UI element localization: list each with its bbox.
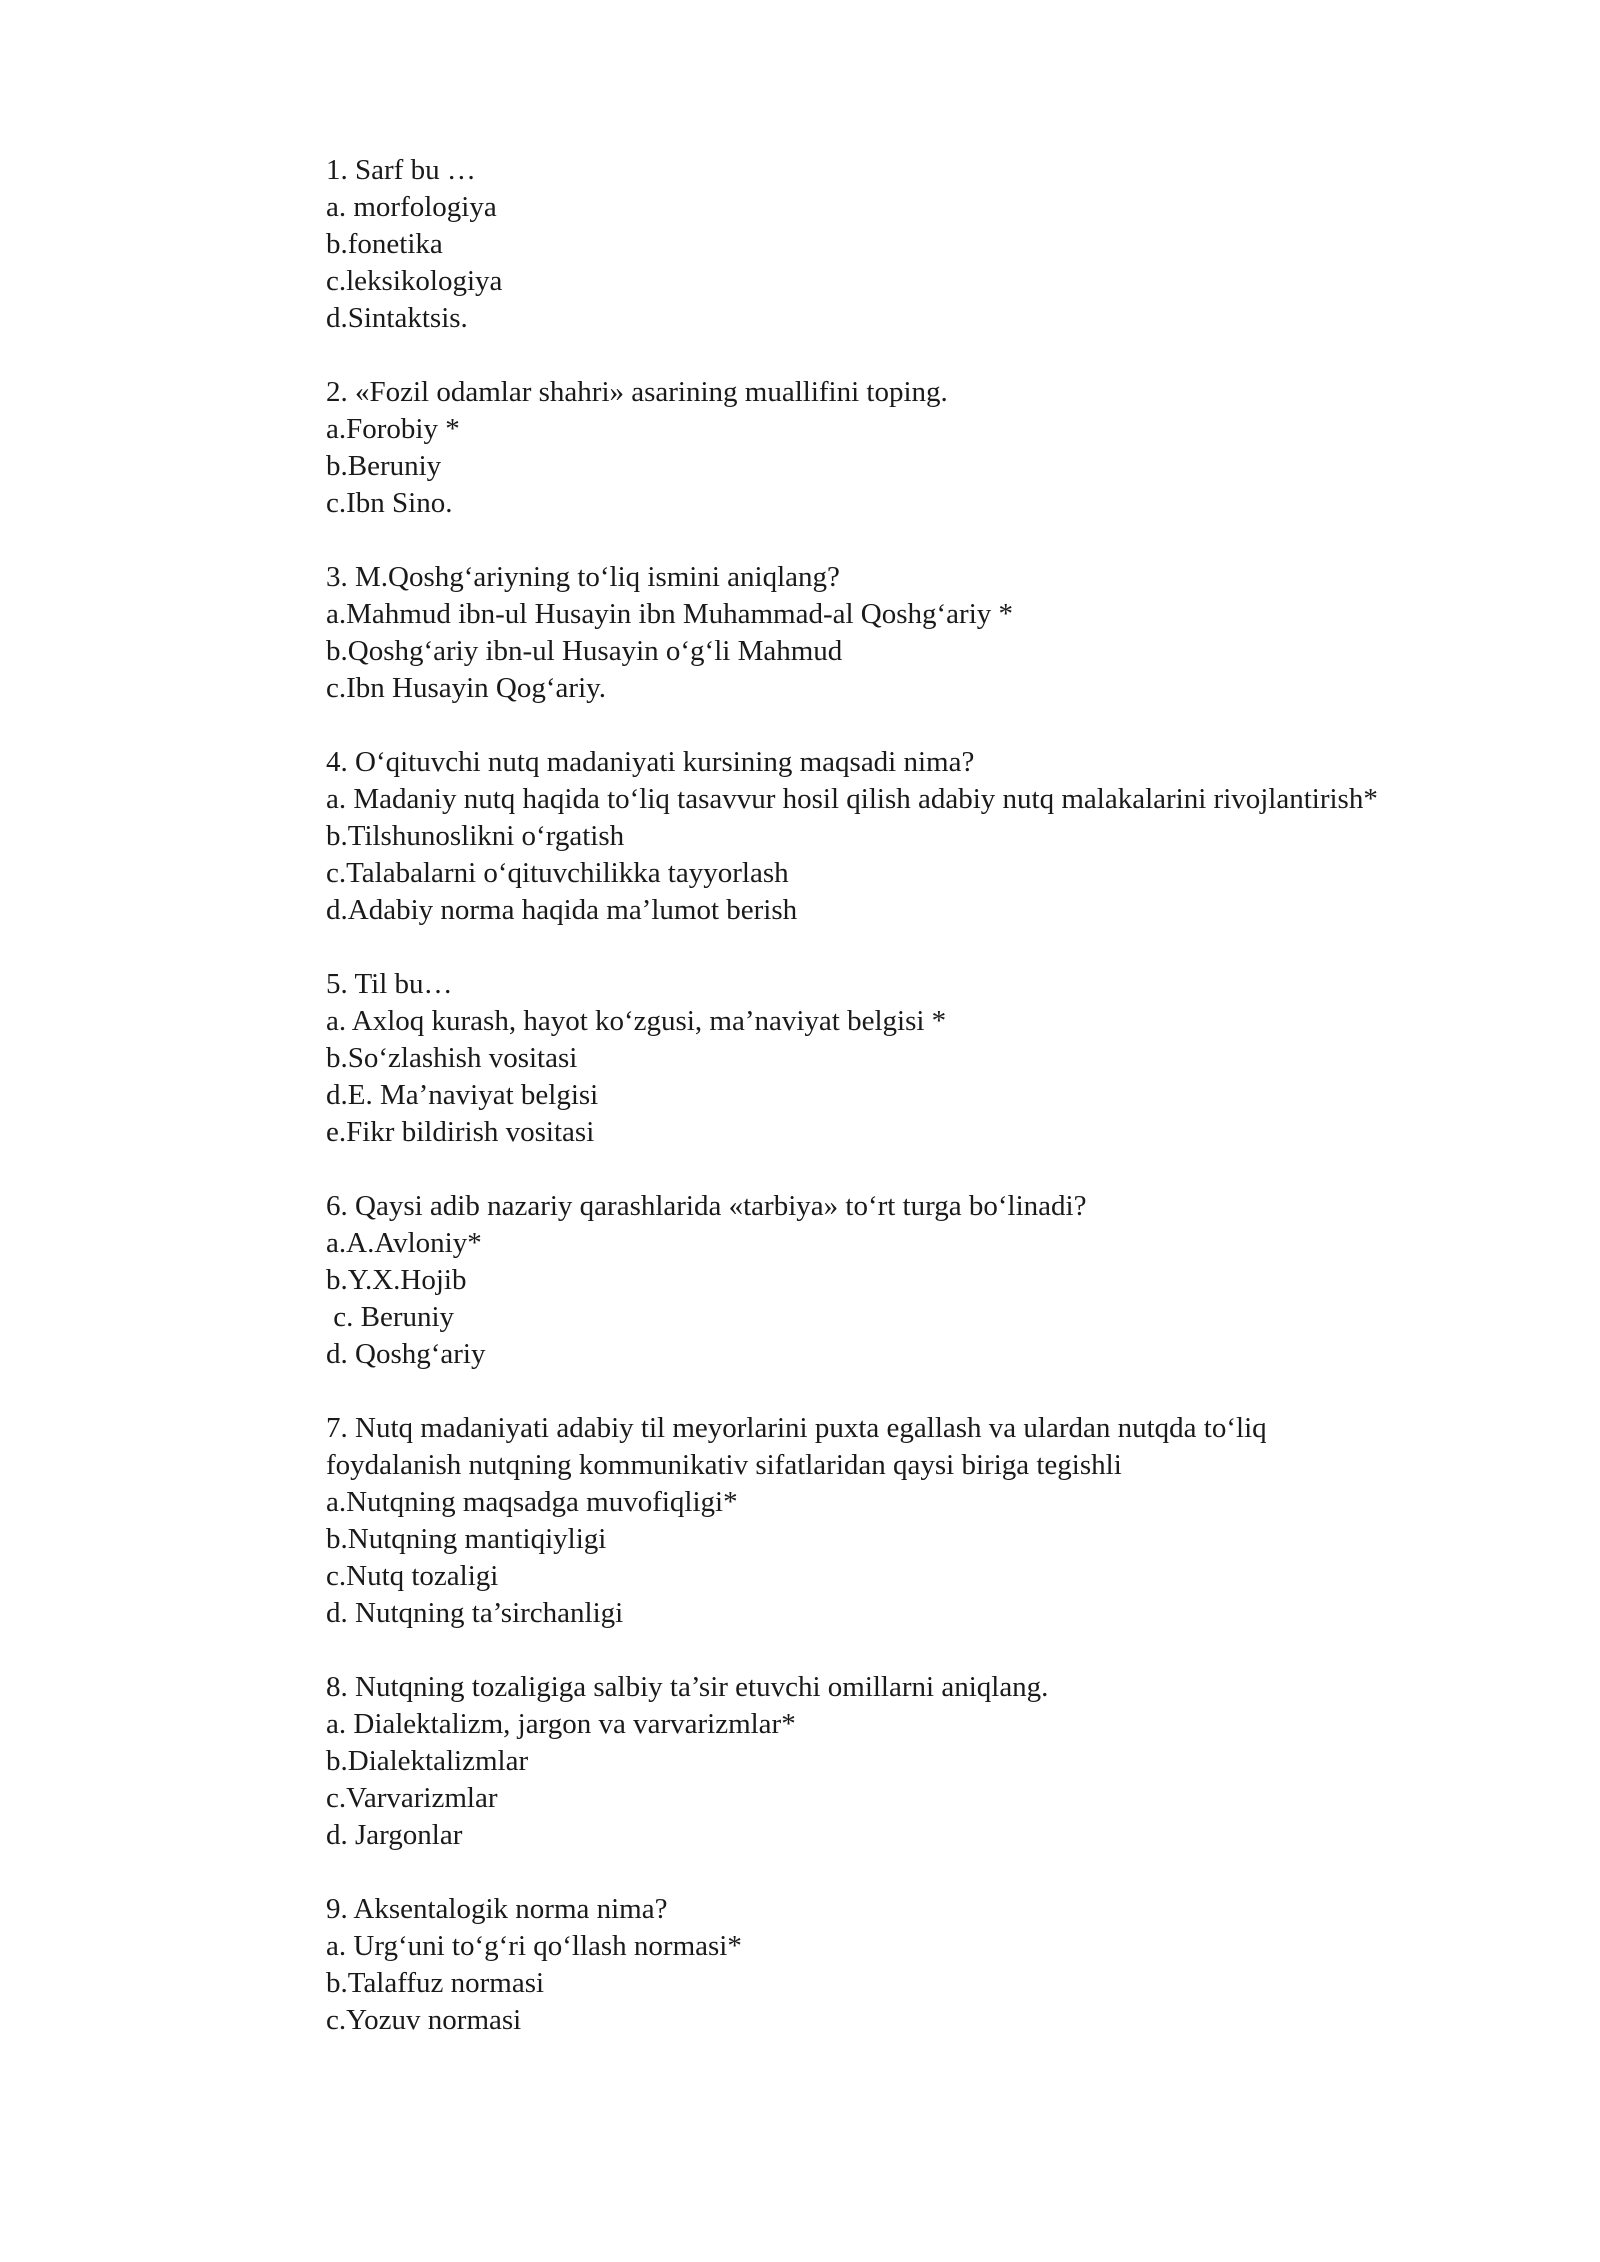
answer-option: a.Mahmud ibn-ul Husayin ibn Muhammad-al Qoshg‘ariy * bbox=[326, 598, 1014, 630]
question-text: 4. O‘qituvchi nutq madaniyati kursining maqsadi nima? bbox=[326, 746, 975, 778]
answer-option: c.Nutq tozaligi bbox=[326, 1560, 499, 1592]
answer-option: a.Nutqning maqsadga muvofiqligi* bbox=[326, 1486, 738, 1518]
answer-option: d. Nutqning ta’sirchanligi bbox=[326, 1597, 624, 1629]
answer-option: b.Beruniy bbox=[326, 450, 442, 482]
question-text: 7. Nutq madaniyati adabiy til meyorlarini puxta egallash va ulardan nutqda to‘liq foydalanish nutqning kommunikativ sifatlaridan qaysi biriga tegishli bbox=[326, 1412, 1274, 1481]
answer-option: a. Axloq kurash, hayot ko‘zgusi, ma’naviyat belgisi * bbox=[326, 1005, 947, 1037]
question-7 bbox=[326, 1410, 1406, 1632]
question-2 bbox=[326, 374, 1406, 522]
answer-option: d. Jargonlar bbox=[326, 1819, 463, 1851]
answer-option: d.E. Ma’naviyat belgisi bbox=[326, 1079, 599, 1111]
quiz-content bbox=[326, 152, 1406, 2076]
question-1 bbox=[326, 152, 1406, 337]
answer-option: a.Forobiy * bbox=[326, 413, 460, 445]
answer-option: b.Y.X.Hojib bbox=[326, 1264, 467, 1296]
question-text: 5. Til bu… bbox=[326, 968, 453, 1000]
answer-option: a. Madaniy nutq haqida to‘liq tasavvur hosil qilish adabiy nutq malakalarini rivojlantirish* bbox=[326, 783, 1378, 815]
question-4 bbox=[326, 744, 1406, 929]
answer-option: c. Beruniy bbox=[326, 1301, 455, 1333]
answer-option: d.Adabiy norma haqida ma’lumot berish bbox=[326, 894, 798, 926]
question-6 bbox=[326, 1188, 1406, 1373]
question-text: 9. Aksentalogik norma nima? bbox=[326, 1893, 668, 1925]
question-text: 8. Nutqning tozaligiga salbiy ta’sir etuvchi omillarni aniqlang. bbox=[326, 1671, 1049, 1703]
answer-option: b.Tilshunoslikni o‘rgatish bbox=[326, 820, 625, 852]
question-text: 3. M.Qoshg‘ariyning to‘liq ismini aniqlang? bbox=[326, 561, 840, 593]
question-3 bbox=[326, 559, 1406, 707]
answer-option: c.leksikologiya bbox=[326, 265, 503, 297]
answer-option: a. Urg‘uni to‘g‘ri qo‘llash normasi* bbox=[326, 1930, 742, 1962]
question-8 bbox=[326, 1669, 1406, 1854]
answer-option: c.Ibn Husayin Qog‘ariy. bbox=[326, 672, 606, 704]
answer-option: a.A.Avloniy* bbox=[326, 1227, 482, 1259]
answer-option: b.Nutqning mantiqiyligi bbox=[326, 1523, 607, 1555]
answer-option: e.Fikr bildirish vositasi bbox=[326, 1116, 595, 1148]
answer-option: c.Ibn Sino. bbox=[326, 487, 453, 519]
answer-option: c.Yozuv normasi bbox=[326, 2004, 522, 2036]
answer-option: b.Qoshg‘ariy ibn-ul Husayin o‘g‘li Mahmud bbox=[326, 635, 843, 667]
question-9 bbox=[326, 1891, 1406, 2039]
answer-option: a. Dialektalizm, jargon va varvarizmlar* bbox=[326, 1708, 796, 1740]
answer-option: c.Talabalarni o‘qituvchilikka tayyorlash bbox=[326, 857, 789, 889]
question-text: 1. Sarf bu … bbox=[326, 154, 476, 186]
answer-option: b.So‘zlashish vositasi bbox=[326, 1042, 578, 1074]
question-text: 2. «Fozil odamlar shahri» asarining muallifini toping. bbox=[326, 376, 948, 408]
answer-option: c.Varvarizmlar bbox=[326, 1782, 498, 1814]
answer-option: b.Talaffuz normasi bbox=[326, 1967, 545, 1999]
answer-option: d. Qoshg‘ariy bbox=[326, 1338, 486, 1370]
answer-option: b.fonetika bbox=[326, 228, 443, 260]
answer-option: d.Sintaktsis. bbox=[326, 302, 468, 334]
question-text: 6. Qaysi adib nazariy qarashlarida «tarbiya» to‘rt turga bo‘linadi? bbox=[326, 1190, 1087, 1222]
question-5 bbox=[326, 966, 1406, 1151]
answer-option: b.Dialektalizmlar bbox=[326, 1745, 529, 1777]
answer-option: a. morfologiya bbox=[326, 191, 497, 223]
